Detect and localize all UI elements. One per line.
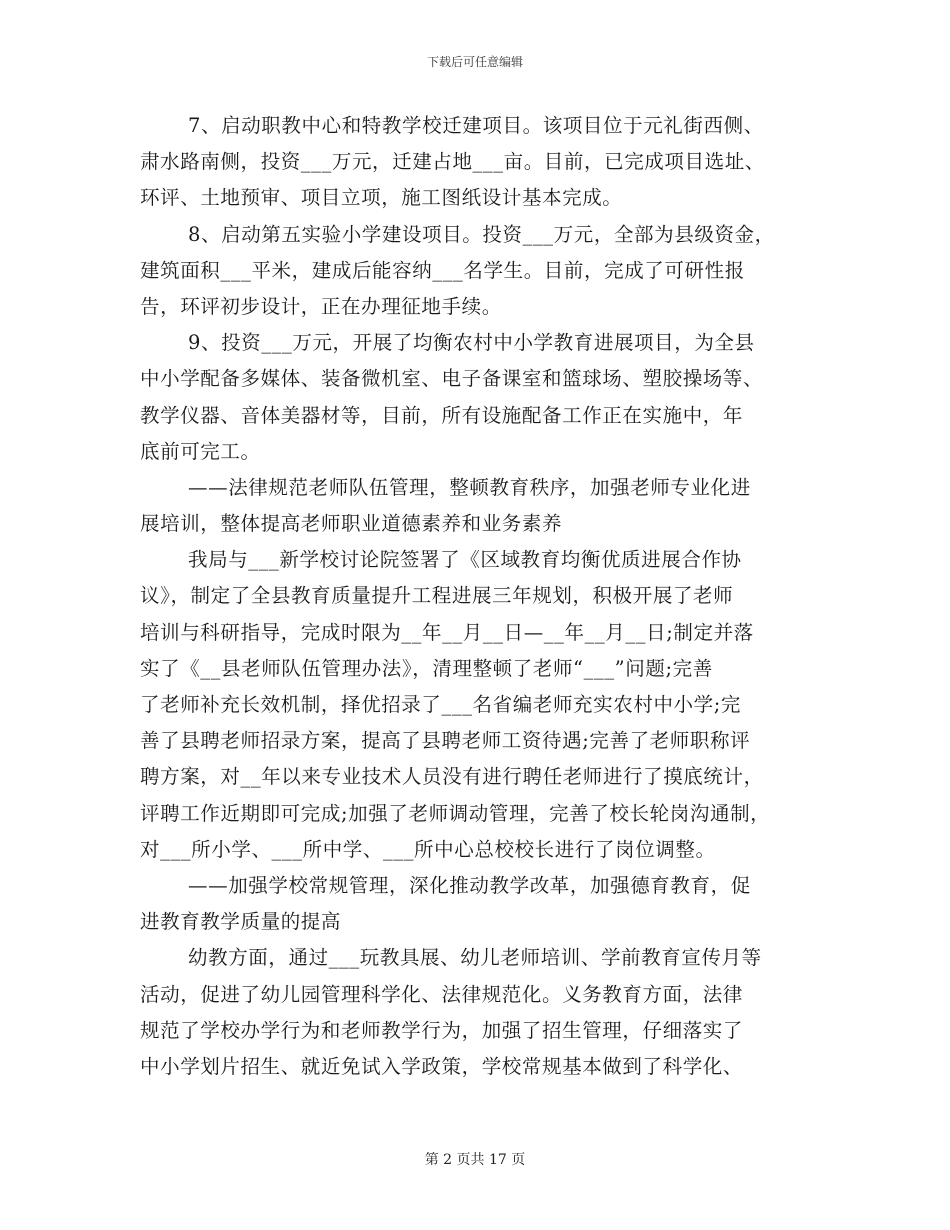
paragraph-line: 建筑面积___平米，建成后能容纳___名学生。目前，完成了可研性报 (140, 258, 745, 282)
paragraph-line: 善了县聘老师招录方案，提高了县聘老师工资待遇;完善了老师职称评 (140, 729, 751, 753)
paragraph-line: 规范了学校办学行为和老师教学行为，加强了招生管理，仔细落实了 (140, 1018, 744, 1042)
paragraph-line: 中小学配备多媒体、装备微机室、电子备课室和篮球场、塑胶操场等、 (140, 367, 764, 391)
paragraph-line: 展培训，整体提高老师职业道德素养和业务素养 (140, 512, 563, 536)
paragraph-first-line: ——法律规范老师队伍管理，整顿教育秩序，加强老师专业化进 (188, 475, 751, 499)
paragraph-line: 对___所小学、___所中学、___所中心总校校长进行了岗位调整。 (140, 837, 716, 861)
paragraph-line: 培训与科研指导，完成时限为__年__月__日—__年__月__日;制定并落 (140, 620, 754, 644)
paragraph-line: 了老师补充长效机制，择优招录了___名省编老师充实农村中小学;完 (140, 693, 742, 716)
paragraph-line: 议》，制定了全县教育质量提升工程进展三年规划，积极开展了老师 (140, 584, 734, 608)
paragraph-line: 底前可完工。 (140, 439, 261, 463)
paragraph-line: 告，环评初步设计，正在办理征地手续。 (140, 294, 502, 318)
paragraph-first-line: 7、启动职教中心和特教学校迁建项目。该项目位于元礼街西侧、 (188, 114, 764, 137)
paragraph-line: 聘方案，对__年以来专业技术人员没有进行聘任老师进行了摸底统计， (140, 765, 764, 789)
paragraph-line: 实了《__县老师队伍管理办法》，清理整顿了老师“___”问题;完善 (140, 656, 713, 680)
paragraph-line: 评聘工作近期即可完成;加强了老师调动管理，完善了校长轮岗沟通制， (140, 801, 771, 825)
paragraph-first-line: 幼教方面，通过___玩教具展、幼儿老师培训、学前教育宣传月等 (188, 946, 762, 970)
paragraph-first-line: 8、启动第五实验小学建设项目。投资___万元，全部为县级资金， (188, 222, 775, 246)
paragraph-first-line: ——加强学校常规管理，深化推动教学改革，加强德育教育，促 (188, 873, 751, 897)
paragraph-line: 环评、土地预审、项目立项，施工图纸设计基本完成。 (140, 186, 623, 210)
paragraph-first-line: 我局与___新学校讨论院签署了《区域教育均衡优质进展合作协 (188, 548, 742, 572)
paragraph-line: 教学仪器、音体美器材等，目前，所有设施配备工作正在实施中，年 (140, 403, 744, 427)
document-body (140, 108, 820, 1085)
page-header-note: 下载后可任意编辑 (426, 55, 523, 69)
page-number: 第 2 页共 17 页 (424, 1152, 526, 1168)
paragraph-line: 中小学划片招生、就近免试入学政策，学校常规基本做到了科学化、 (140, 1054, 744, 1078)
paragraph-first-line: 9、投资___万元，开展了均衡农村中小学教育进展项目，为全县 (188, 331, 755, 355)
paragraph-line: 进教育教学质量的提高 (140, 910, 342, 934)
paragraph-line: 活动，促进了幼儿园管理科学化、法律规范化。义务教育方面，法律 (140, 982, 744, 1006)
paragraph-line: 肃水路南侧，投资___万元，迁建占地___亩。目前，已完成项目选址、 (140, 150, 765, 174)
